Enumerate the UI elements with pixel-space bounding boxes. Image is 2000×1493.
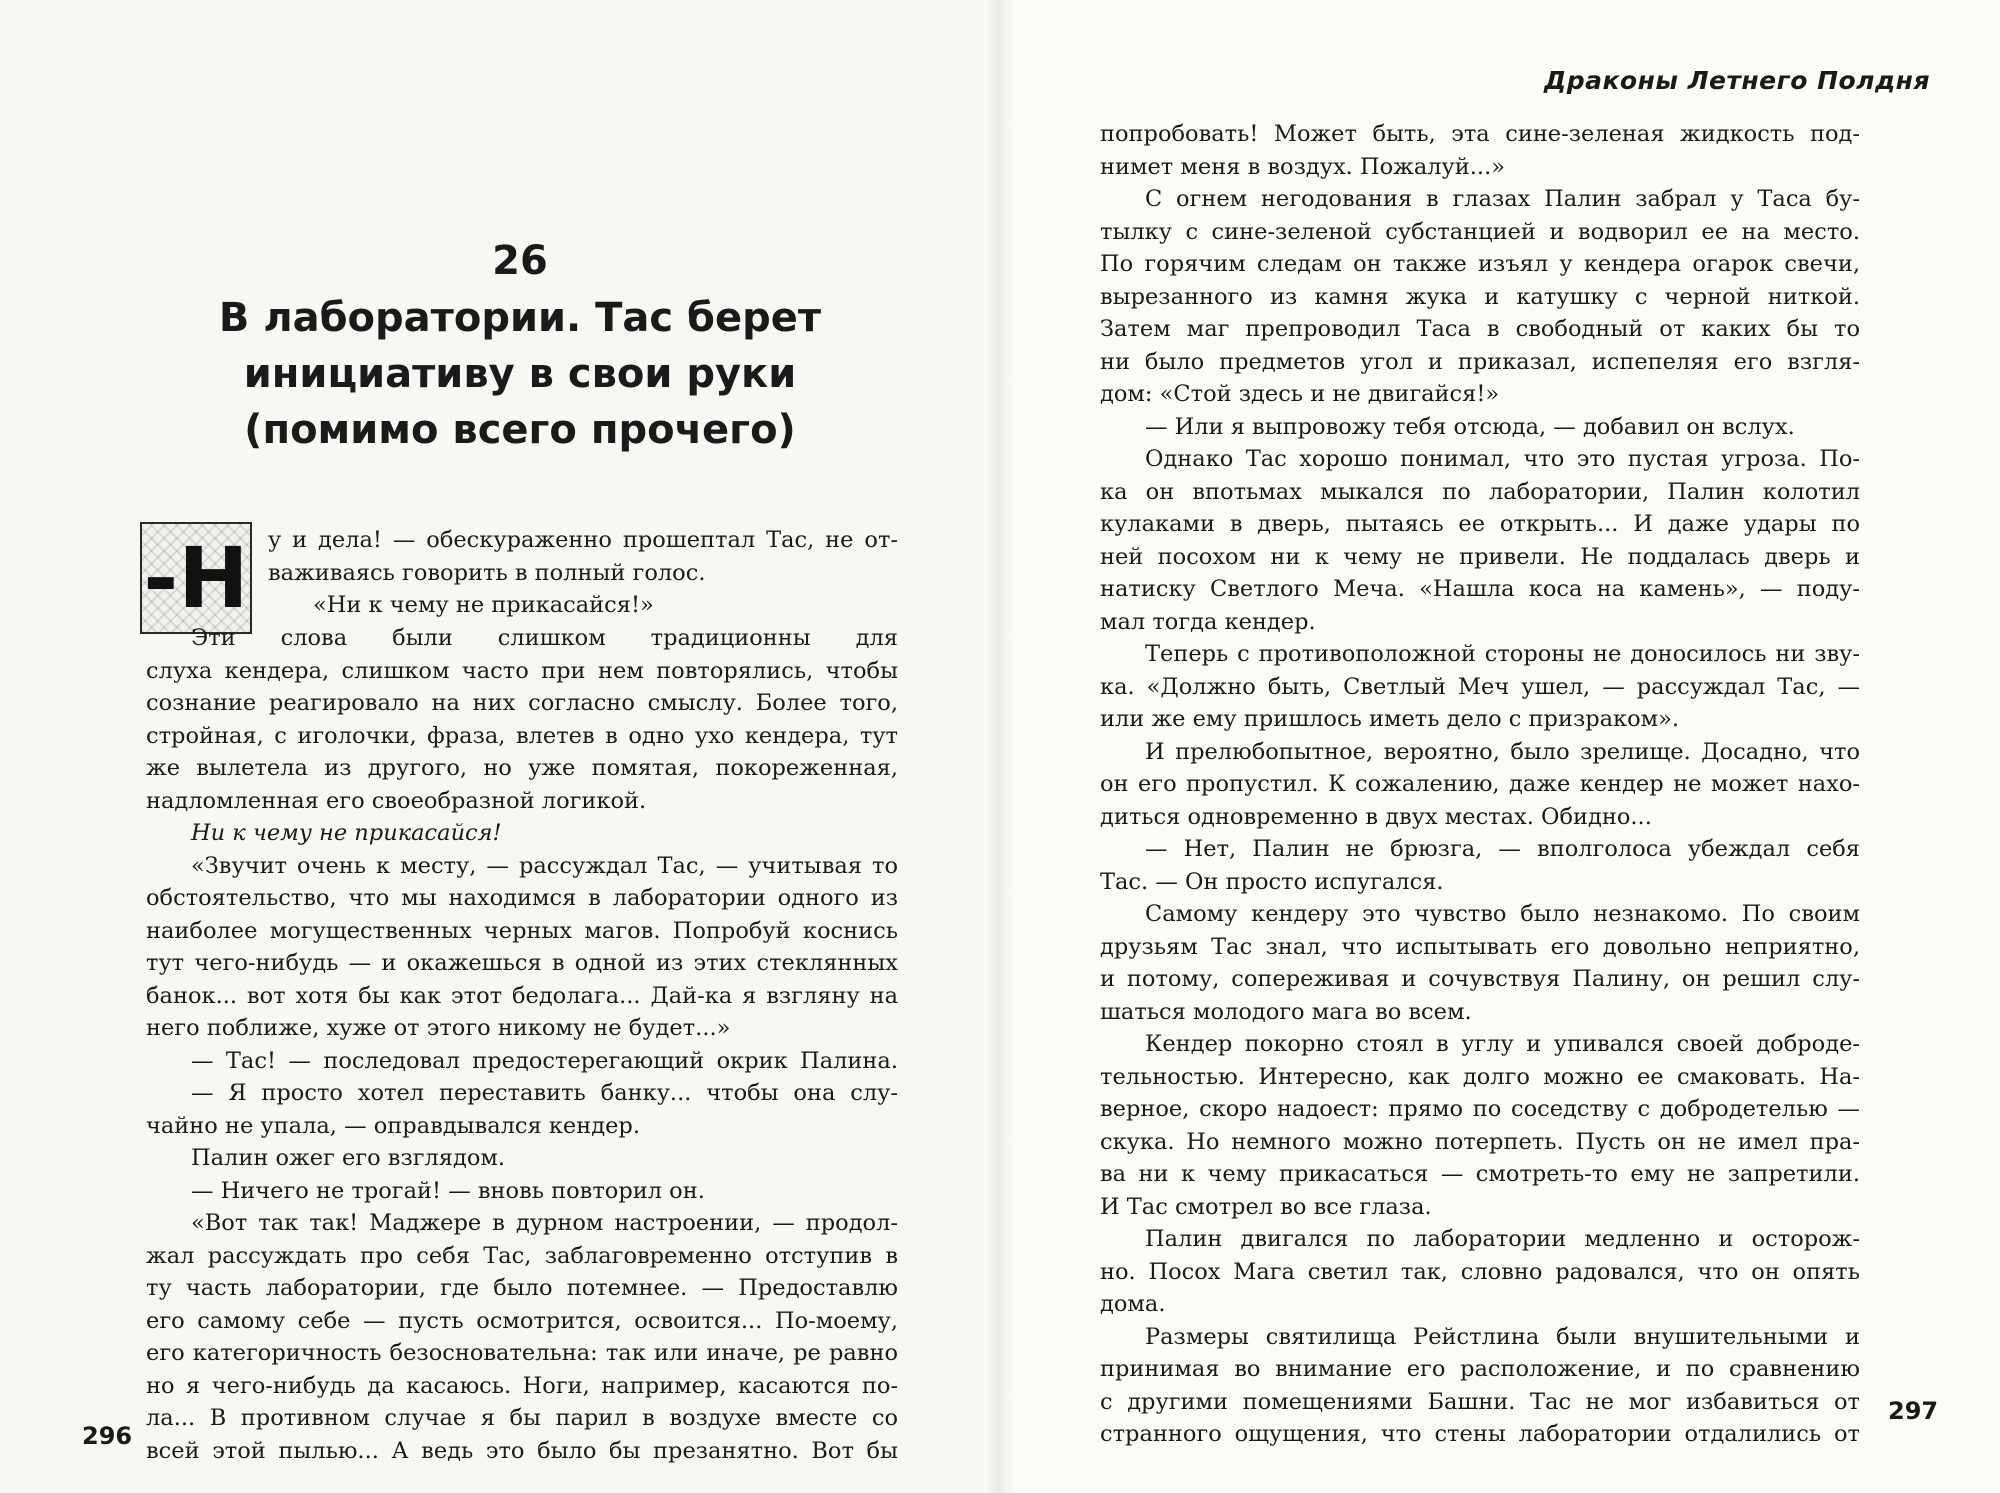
drop-cap-letter: -Н xyxy=(143,529,249,627)
text-line: Самому кендеру это чувство было незнакомо. По своим xyxy=(1145,901,1860,927)
chapter-title-line: (помимо всего прочего) xyxy=(244,407,796,453)
running-head: Драконы Летнего Полдня xyxy=(1543,66,1930,95)
text-line: ту часть лаборатории, где было потемнее. — Предоставлю xyxy=(146,1275,898,1301)
text-line: ни было предметов угол и приказал, испепеляя его взгля- xyxy=(1100,348,1860,375)
text-line: попробовать! Может быть, эта сине-зеленая жидкость под- xyxy=(1100,121,1860,147)
text-line: «Вот так так! Маджере в дурном настроении, — продол- xyxy=(191,1210,898,1236)
text-line: ла... В противном случае я бы парил в воздухе вместе со xyxy=(146,1405,898,1431)
text-line: же вылетела из другого, но уже помятая, покореженная, xyxy=(146,755,898,781)
text-line: С огнем негодования в глазах Палин забрал у Таса бу- xyxy=(1145,186,1860,212)
book-gutter xyxy=(985,0,1015,1493)
text-line: тут чего-нибудь — и окажешься в одной из этих стеклянных xyxy=(146,950,898,976)
text-line: но я чего-нибудь да касаюсь. Ноги, например, касаются по- xyxy=(146,1372,898,1399)
text-line: И прелюбопытное, вероятно, было зрелище. Досадно, что xyxy=(1145,738,1860,765)
text-line: Затем маг препроводил Таса в свободный от каких бы то xyxy=(1100,316,1860,342)
chapter-number: 26 xyxy=(492,238,548,284)
text-line: и потому, сопереживая и сочувствуя Палину, он решил слу- xyxy=(1100,966,1860,992)
text-line: вырезанного из камня жука и катушку с черной ниткой. xyxy=(1100,283,1860,310)
text-line: слуха кендера, слишком часто при нем повторялись, чтобы xyxy=(146,657,898,684)
left-dropcap-text xyxy=(268,524,898,622)
text-line: всей этой пылью... А ведь это было бы презанятно. Вот бы xyxy=(146,1437,898,1464)
text-line: Кендер покорно стоял в углу и упивался своей доброде- xyxy=(1145,1031,1860,1057)
text-line: диться одновременно в двух местах. Обидно... xyxy=(1100,803,1652,830)
text-line: странного ощущения, что стены лаборатории отдалились от xyxy=(1100,1421,1860,1447)
chapter-title-line: инициативу в свои руки xyxy=(243,351,797,397)
text-line: — Я просто хотел переставить банку... чтобы она слу- xyxy=(191,1080,898,1106)
text-line: дом: «Стой здесь и не двигайся!» xyxy=(1100,381,1500,407)
text-line: «Ни к чему не прикасайся!» xyxy=(313,592,654,618)
chapter-title-line: В лаборатории. Тас берет xyxy=(218,295,822,341)
text-line: «Звучит очень к месту, — рассуждал Тас, — учитывая то xyxy=(191,852,898,879)
text-line: с другими помещениями Башни. Тас не мог избавиться от xyxy=(1100,1388,1860,1415)
text-line: него поближе, хуже от этого никому не будет...» xyxy=(146,1015,731,1041)
text-line: тылку с сине-зеленой субстанцией и водворил ее на место. xyxy=(1100,218,1860,245)
text-line: друзьям Тас знал, что испытывать его довольно неприятно, xyxy=(1100,933,1860,960)
text-line: Тас. — Он просто испугался. xyxy=(1100,868,1444,895)
text-line: жал рассуждать про себя Тас, заблаговременно отступив в xyxy=(146,1242,898,1269)
text-line: — Или я выпровожу тебя отсюда, — добавил он вслух. xyxy=(1145,413,1795,440)
text-line: нимет меня в воздух. Пожалуй...» xyxy=(1100,153,1505,180)
text-line: принимая во внимание его расположение, и по сравнению xyxy=(1100,1356,1860,1382)
text-line: или же ему пришлось иметь дело с призраком». xyxy=(1100,706,1680,732)
text-line: верное, скоро надоест: прямо по соседству с добродетелью — xyxy=(1100,1096,1860,1122)
text-line: его категоричность безосновательна: так или иначе, pe равно xyxy=(146,1340,898,1366)
right-body-text xyxy=(1100,118,1860,1451)
text-line: ка он впотьмах мыкался по лаборатории, Палин колотил xyxy=(1100,478,1860,505)
text-line: стройная, с иголочки, фраза, влетев в одно ухо кендера, тут xyxy=(146,722,898,749)
text-line: банок... вот хотя бы как этот бедолага... Дай-ка я взгляну на xyxy=(146,982,898,1009)
text-line: важиваясь говорить в полный голос. xyxy=(268,559,706,586)
page-number-left: 296 xyxy=(82,1422,133,1450)
text-line: тельностью. Интересно, как долго можно ее смаковать. На- xyxy=(1100,1063,1860,1090)
text-line: сознание реагировало на них согласно смыслу. Более того, xyxy=(146,690,898,716)
text-line: его самому себе — пусть осмотрится, освоится... По-моему, xyxy=(146,1307,898,1334)
text-line: Размеры святилища Рейстлина были внушительными и xyxy=(1145,1323,1860,1350)
text-line: И Тас смотрел во все глаза. xyxy=(1100,1193,1432,1220)
text-line: надломленная его своеобразной логикой. xyxy=(146,787,647,814)
text-line: По горячим следам он также изъял у кендера огарок свечи, xyxy=(1100,251,1860,277)
text-line: наиболее могущественных черных магов. Попробуй коснись xyxy=(146,917,898,944)
left-body-text xyxy=(146,622,898,1467)
text-line: мал тогда кендер. xyxy=(1100,608,1316,635)
text-line: ней посохом ни к чему не привели. Не поддалась дверь и xyxy=(1100,543,1860,570)
text-line: Теперь с противоположной стороны не доносилось ни зву- xyxy=(1145,641,1860,667)
text-line: чайно не упала, — оправдывался кендер. xyxy=(146,1112,640,1139)
text-line: шаться молодого мага во всем. xyxy=(1100,998,1472,1025)
text-line: кулаками в дверь, пытаясь ее открыть... И даже удары по xyxy=(1100,511,1860,537)
chapter-title xyxy=(200,290,840,458)
text-line: скука. Но немного можно потерпеть. Пусть он не имел пра- xyxy=(1100,1128,1860,1155)
text-line: Ни к чему не прикасайся! xyxy=(191,820,502,846)
text-line: — Нет, Палин не брюзга, — вполголоса убеждал себя xyxy=(1145,836,1860,862)
text-line: Эти слова были слишком традиционны для xyxy=(191,625,898,651)
page-number-right: 297 xyxy=(1888,1397,1939,1425)
drop-cap xyxy=(140,522,252,634)
text-line: Палин двигался по лаборатории медленно и осторож- xyxy=(1145,1226,1860,1252)
text-line: ка. «Должно быть, Светлый Меч ушел, — рассуждал Тас, — xyxy=(1100,673,1860,700)
text-line: он его пропустил. К сожалению, даже кендер не может нахо- xyxy=(1100,771,1860,797)
text-line: — Ничего не трогай! — вновь повторил он. xyxy=(191,1177,705,1204)
text-line: Однако Тас хорошо понимал, что это пустая угроза. По- xyxy=(1145,446,1860,472)
text-line: дома. xyxy=(1100,1291,1166,1317)
text-line: натиску Светлого Меча. «Нашла коса на камень», — поду- xyxy=(1100,576,1860,602)
text-line: обстоятельство, что мы находимся в лаборатории одного из xyxy=(146,885,898,911)
text-line: Палин ожег его взглядом. xyxy=(191,1145,506,1171)
text-line: — Тас! — последовал предостерегающий окрик Палина. xyxy=(191,1047,898,1074)
text-line: ва ни к чему прикасаться — смотреть-то ему не запретили. xyxy=(1100,1161,1860,1187)
text-line: у и дела! — обескураженно прошептал Тас, не от- xyxy=(268,527,898,553)
text-line: но. Посох Мага светил так, словно радовался, что он опять xyxy=(1100,1258,1860,1285)
